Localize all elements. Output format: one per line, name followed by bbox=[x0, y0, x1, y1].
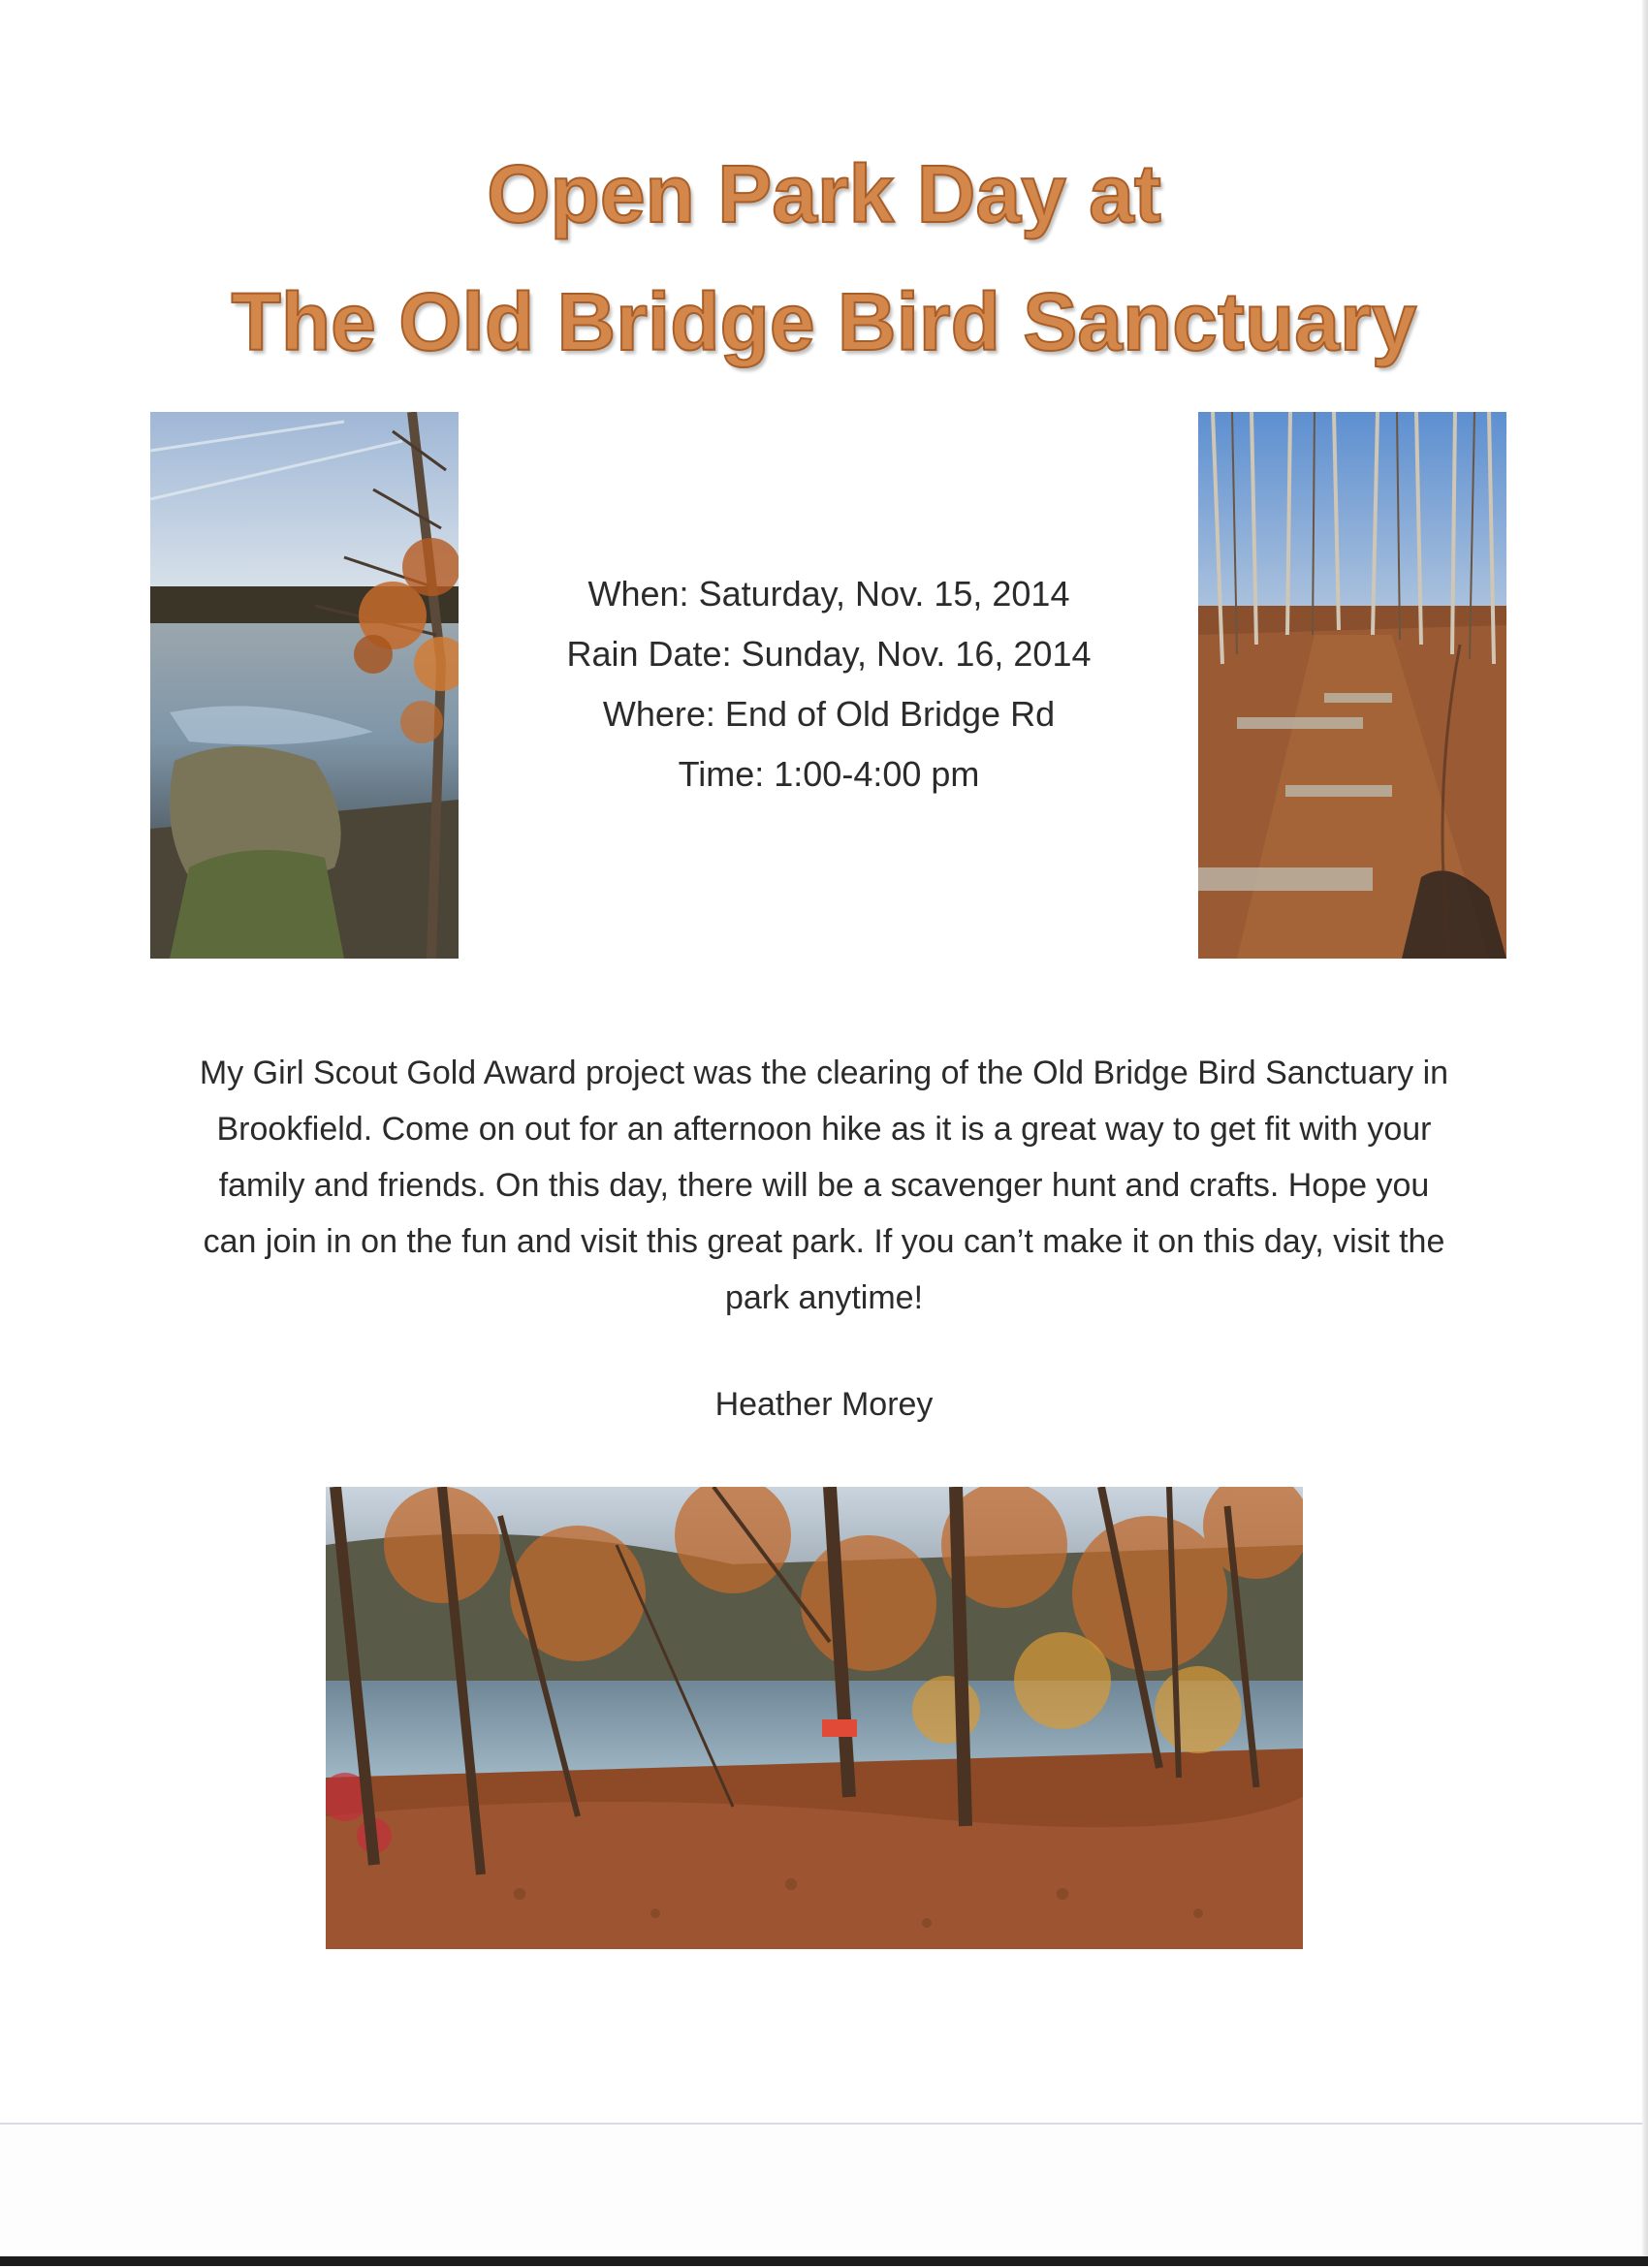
trail-photo bbox=[1198, 412, 1506, 959]
forest-lake-photo bbox=[326, 1487, 1303, 1949]
flyer-title-line-1: Open Park Day at bbox=[487, 148, 1161, 239]
event-rain-date: Rain Date: Sunday, Nov. 16, 2014 bbox=[566, 634, 1092, 674]
flyer-description: My Girl Scout Gold Award project was the clearing of the Old Bridge Bird Sanctuary in Brookfield. Come on out for an afternoon hike as it is a great way to get fit with your family and friends. On this day, there will be a scavenger hunt and crafts. Hope you can join in on the fun and visit this great park. If you can’t make it on this day, visit the park anytime! bbox=[199, 1055, 1449, 1316]
author-signature: Heather Morey bbox=[714, 1386, 934, 1423]
event-details bbox=[465, 564, 1192, 804]
event-location: Where: End of Old Bridge Rd bbox=[602, 694, 1056, 734]
scan-bottom-edge bbox=[0, 2256, 1648, 2266]
flyer-title-line-2: The Old Bridge Bird Sanctuary bbox=[231, 276, 1417, 367]
event-date: When: Saturday, Nov. 15, 2014 bbox=[587, 574, 1070, 614]
event-time: Time: 1:00-4:00 pm bbox=[678, 754, 980, 794]
lake-photo bbox=[150, 412, 459, 959]
scan-margin bbox=[0, 2123, 1648, 2268]
